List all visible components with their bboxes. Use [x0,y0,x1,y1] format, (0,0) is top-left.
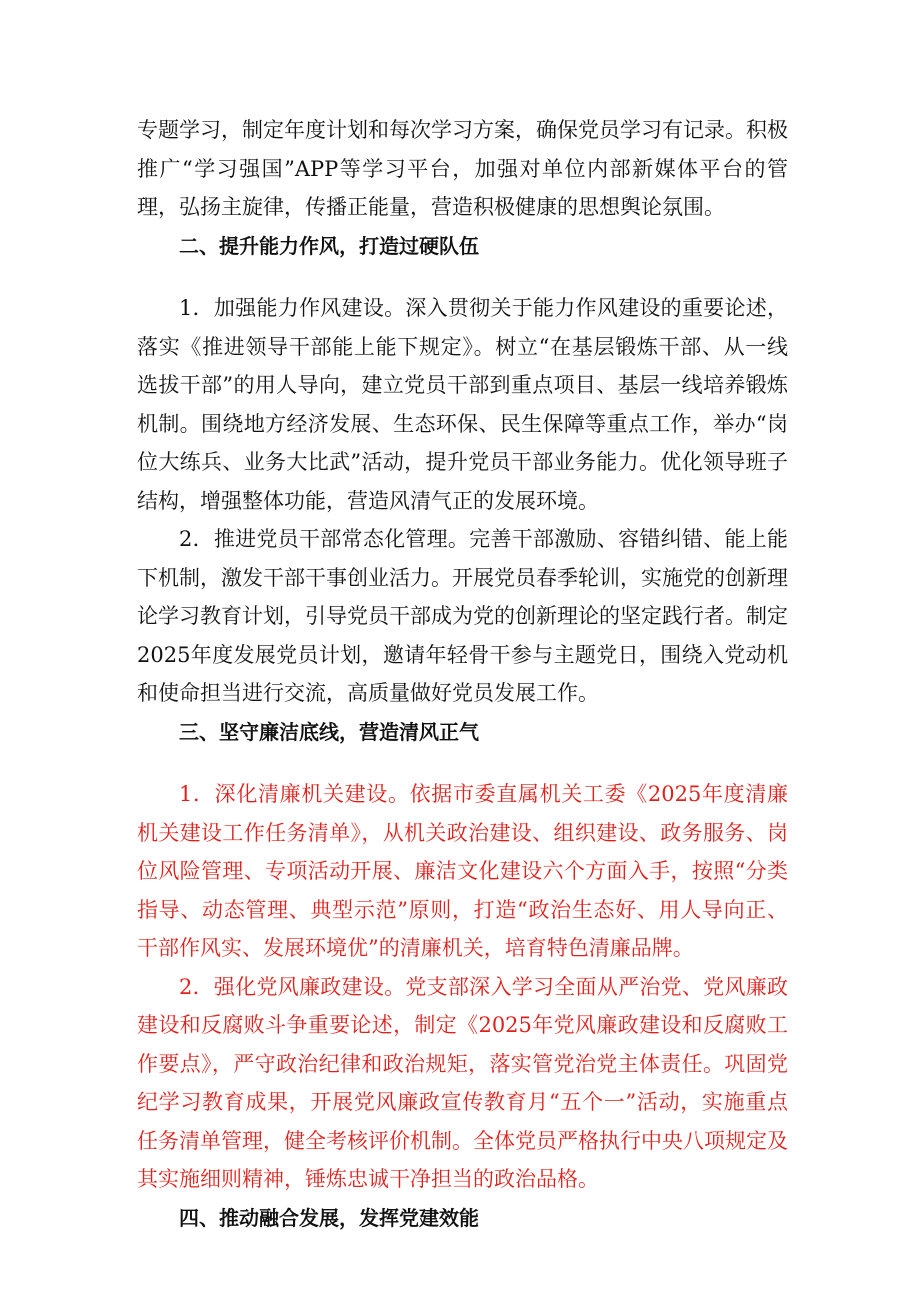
section-heading-4: 四、推动融合发展，发挥党建效能 [179,1205,479,1230]
section2-paragraph-1: 1．加强能力作风建设。深入贯彻关于能力作风建设的重要论述，落实《推进领导干部能上能下规定》。树立“在基层锻炼干部、从一线选拔干部”的用人导向，建立党员干部到重点项目、基层一线培养锻炼机制。围绕地方经济发展、生态环保、民生保障等重点工作，举办“岗位大练兵、业务大比武”活动，提升党员干部业务能力。优化领导班子结构，增强整体功能，营造风清气正的发展环境。 [137,296,788,513]
section2-paragraph-2: 2．推进党员干部常态化管理。完善干部激励、容错纠错、能上能下机制，激发干部干事创业活力。开展党员春季轮训，实施党的创新理论学习教育计划，引导党员干部成为党的创新理论的坚定践行者。制定2025年度发展党员计划，邀请年轻骨干参与主题党日，围绕入党动机和使命担当进行交流，高质量做好党员发展工作。 [137,527,788,705]
section3-paragraph-2: 2．强化党风廉政建设。党支部深入学习全面从严治党、党风廉政建设和反腐败斗争重要论述，制定《2025年党风廉政建设和反腐败工作要点》，严守政治纪律和政治规矩，落实管党治党主体责任。巩固党纪学习教育成果，开展党风廉政宣传教育月“五个一”活动，实施重点任务清单管理，健全考核评价机制。全体党员严格执行中央八项规定及其实施细则精神，锤炼忠诚干净担当的政治品格。 [137,974,788,1191]
section-heading-2: 二、提升能力作风，打造过硬队伍 [179,233,479,258]
heading-spacer [137,751,788,775]
section3-paragraph-1: 1．深化清廉机关建设。依据市委直属机关工委《2025年度清廉机关建设工作任务清单》，从机关政治建设、组织建设、政务服务、岗位风险管理、专项活动开展、廉洁文化建设六个方面入手，按照“分类指导、动态管理、典型示范”原则，打造“政治生态好、用人导向正、干部作风实、发展环境优”的清廉机关，培育特色清廉品牌。 [137,782,788,960]
intro-paragraph: 专题学习，制定年度计划和每次学习方案，确保党员学习有记录。积极推广“学习强国”APP等学习平台，加强对单位内部新媒体平台的管理，弘扬主旋律，传播正能量，营造积极健康的思想舆论氛围。 [137,118,788,219]
heading-spacer [137,265,788,289]
section-heading-3: 三、坚守廉洁底线，营造清风正气 [179,719,479,744]
